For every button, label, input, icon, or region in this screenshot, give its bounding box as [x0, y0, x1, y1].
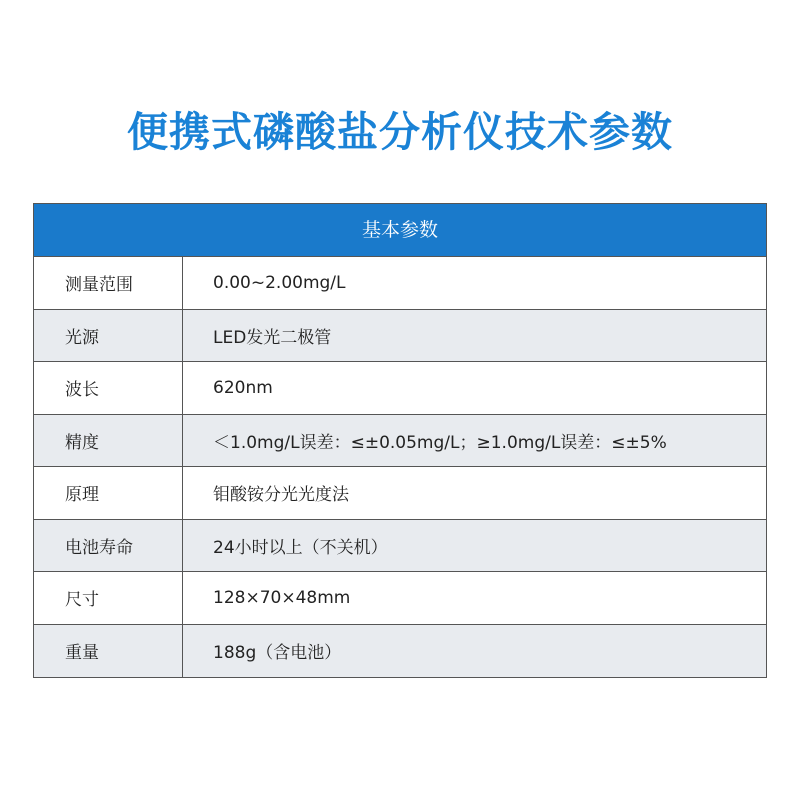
table-row [34, 415, 766, 468]
table-row [34, 520, 766, 573]
row-value: 24小时以上（不关机） [213, 537, 388, 558]
table-row [34, 362, 766, 415]
row-label: 测量范围 [34, 257, 183, 309]
row-value: 620nm [213, 377, 273, 398]
table-row [34, 257, 766, 310]
table-row [34, 572, 766, 625]
row-value: 188g（含电池） [213, 643, 342, 664]
table-row [34, 467, 766, 520]
row-label: 尺寸 [34, 572, 183, 624]
row-value: LED发光二极管 [213, 327, 332, 348]
row-value: 128×70×48mm [213, 587, 351, 608]
table-row [34, 625, 766, 678]
row-value: ＜1.0mg/L误差：≤±0.05mg/L；≥1.0mg/L误差：≤±5% [213, 432, 667, 453]
row-label: 原理 [34, 467, 183, 519]
row-label: 波长 [34, 362, 183, 414]
spec-table [33, 203, 767, 678]
row-label: 光源 [34, 310, 183, 362]
row-label: 精度 [34, 415, 183, 467]
row-value: 0.00~2.00mg/L [213, 272, 346, 293]
row-label: 电池寿命 [34, 520, 183, 572]
table-row [34, 310, 766, 363]
row-value: 钼酸铵分光光度法 [213, 485, 349, 506]
page-title: 便携式磷酸盐分析仪技术参数 [127, 108, 673, 156]
row-label: 重量 [34, 625, 183, 678]
table-header: 基本参数 [34, 204, 766, 257]
